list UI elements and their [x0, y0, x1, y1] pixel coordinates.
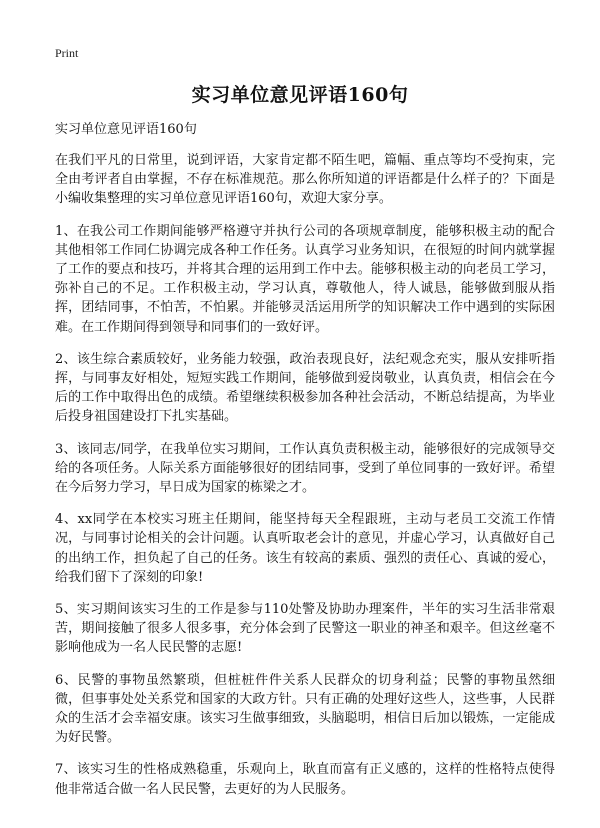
- comment-paragraph-7: 7、该实习生的性格成熟稳重，乐观向上，耿直而富有正义感的，这样的性格特点使得他非常适合做一名人民民警，去更好的为人民服务。: [55, 762, 555, 797]
- intro-paragraph: 在我们平凡的日常里，说到评语，大家肯定都不陌生吧，篇幅、重点等均不受拘束，完全由考评者自由掌握，不存在标准规范。那么你所知道的评语都是什么样子的？下面是小编收集整理的实习单位意见评语160句，欢迎大家分享。: [55, 153, 555, 207]
- document-body: [55, 151, 555, 812]
- comment-paragraph-6: 6、民警的事物虽然繁琐，但桩桩件件关系人民群众的切身利益；民警的事物虽然细微，但事事处处关系党和国家的大政方针。只有正确的处理好这些人，这些事，人民群众的生活才会幸福安康。该实习生做事细致，头脑聪明，相信日后加以锻炼，一定能成为好民警。: [55, 672, 555, 746]
- page-title: 实习单位意见评语160句: [191, 84, 409, 106]
- comment-paragraph-1: 1、在我公司工作期间能够严格遵守并执行公司的各项规章制度，能够积极主动的配合其他相邻工作同仁协调完成各种工作任务。认真学习业务知识，在很短的时间内就掌握了工作的要点和技巧，并将其合理的运用到工作中去。能够积极主动的向老员工学习，弥补自己的不足。工作积极主动，学习认真，尊敬他人，待人诚恳，能够做到服从指挥，团结同事，不怕苦，不怕累。并能够灵活运用所学的知识解决工作中遇到的实际困难。在工作期间得到领导和同事们的一致好评。: [55, 223, 555, 335]
- document-subtitle: 实习单位意见评语160句: [55, 122, 197, 137]
- comment-paragraph-3: 3、该同志/同学，在我单位实习期间，工作认真负责积极主动，能够很好的完成领导交给的各项任务。人际关系方面能够很好的团结同事，受到了单位同事的一致好评。希望在今后努力学习，早日成为国家的栋梁之才。: [55, 441, 555, 496]
- comment-paragraph-4: 4、xx同学在本校实习班主任期间，能坚持每天全程跟班，主动与老员工交流工作情况，与同事讨论相关的会计问题。认真听取老会计的意见，并虚心学习，认真做好自己的出纳工作，担负起了自己的任务。该生有较高的素质、强烈的责任心、真诚的爱心，给我们留下了深刻的印象!: [55, 512, 555, 585]
- print-label: Print: [55, 46, 79, 60]
- comment-paragraph-2: 2、该生综合素质较好，业务能力较强，政治表现良好，法纪观念充实，服从安排听指挥，与同事友好相处，短短实践工作期间，能够做到爱岗敬业，认真负责，相信会在今后的工作中取得出色的成绩。希望继续积极参加各种社会活动，不断总结提高，为毕业后投身祖国建设打下扎实基础。: [55, 351, 555, 425]
- comment-paragraph-5: 5、实习期间该实习生的工作是参与110处警及协助办理案件，半年的实习生活非常艰苦，期间接触了很多人很多事，充分体会到了民警这一职业的神圣和艰辛。但这丝毫不影响他成为一名人民民警的志愿!: [55, 602, 555, 656]
